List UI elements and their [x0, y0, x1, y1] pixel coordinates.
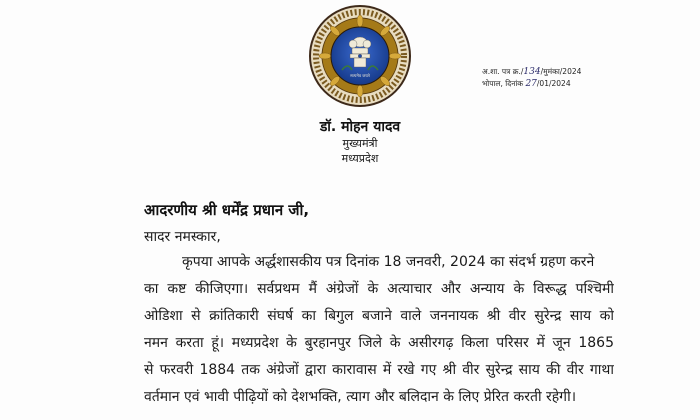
- body-line: कृपया आपके अर्द्धशासकीय पत्र दिनांक 18 जनवरी, 2024 का संदर्भ ग्रहण करने: [182, 254, 595, 270]
- reference-date-line: [482, 78, 581, 90]
- reference-date-label: भोपाल, दिनांक: [482, 79, 524, 88]
- body-line: से फरवरी 1884 तक अंग्रेजों द्वारा कारावास में रखे गए श्री वीर सुरेन्द्र साय की वीर गाथा: [144, 362, 614, 378]
- reference-number-suffix: /मुमंका/2024: [540, 67, 582, 76]
- letter-salutation: आदरणीय श्री धर्मेंद्र प्रधान जी,: [144, 201, 310, 219]
- reference-number-handwritten: 134: [523, 67, 541, 77]
- body-line: ओडिशा से क्रांतिकारी संघर्ष का बिगुल बजाने वाले जननायक श्री वीर सुरेन्द्र साय को: [144, 308, 614, 324]
- body-line: वर्तमान एवं भावी पीढ़ियों को देशभक्ति, त्याग और बलिदान के लिए प्रेरित करती रहेगी।: [144, 389, 576, 405]
- sender-name: डॉ. मोहन यादव: [319, 119, 401, 135]
- state-emblem-icon: [308, 4, 412, 108]
- reference-number-label: अ.शा. पत्र क्र./: [482, 67, 524, 76]
- svg-text:सत्यमेव जयते: सत्यमेव जयते: [350, 73, 370, 78]
- reference-number-line: [482, 66, 581, 78]
- letter-reference: [482, 66, 581, 90]
- letter-greeting: सादर नमस्कार,: [144, 229, 221, 245]
- sender-state: मध्यप्रदेश: [341, 152, 379, 165]
- reference-date-handwritten: 27: [525, 79, 537, 89]
- sender-title: मुख्यमंत्री: [342, 137, 378, 150]
- reference-date-suffix: /01/2024: [536, 79, 571, 88]
- body-line: नमन करता हूं। मध्यप्रदेश के बुरहानपुर जिले के असीरगढ़ किला परिसर में जून 1865: [144, 335, 614, 351]
- body-line: का कष्ट कीजिएगा। सर्वप्रथम मैं अंग्रेजों के अत्याचार और अन्याय के विरूद्ध पश्चिमी: [144, 281, 614, 297]
